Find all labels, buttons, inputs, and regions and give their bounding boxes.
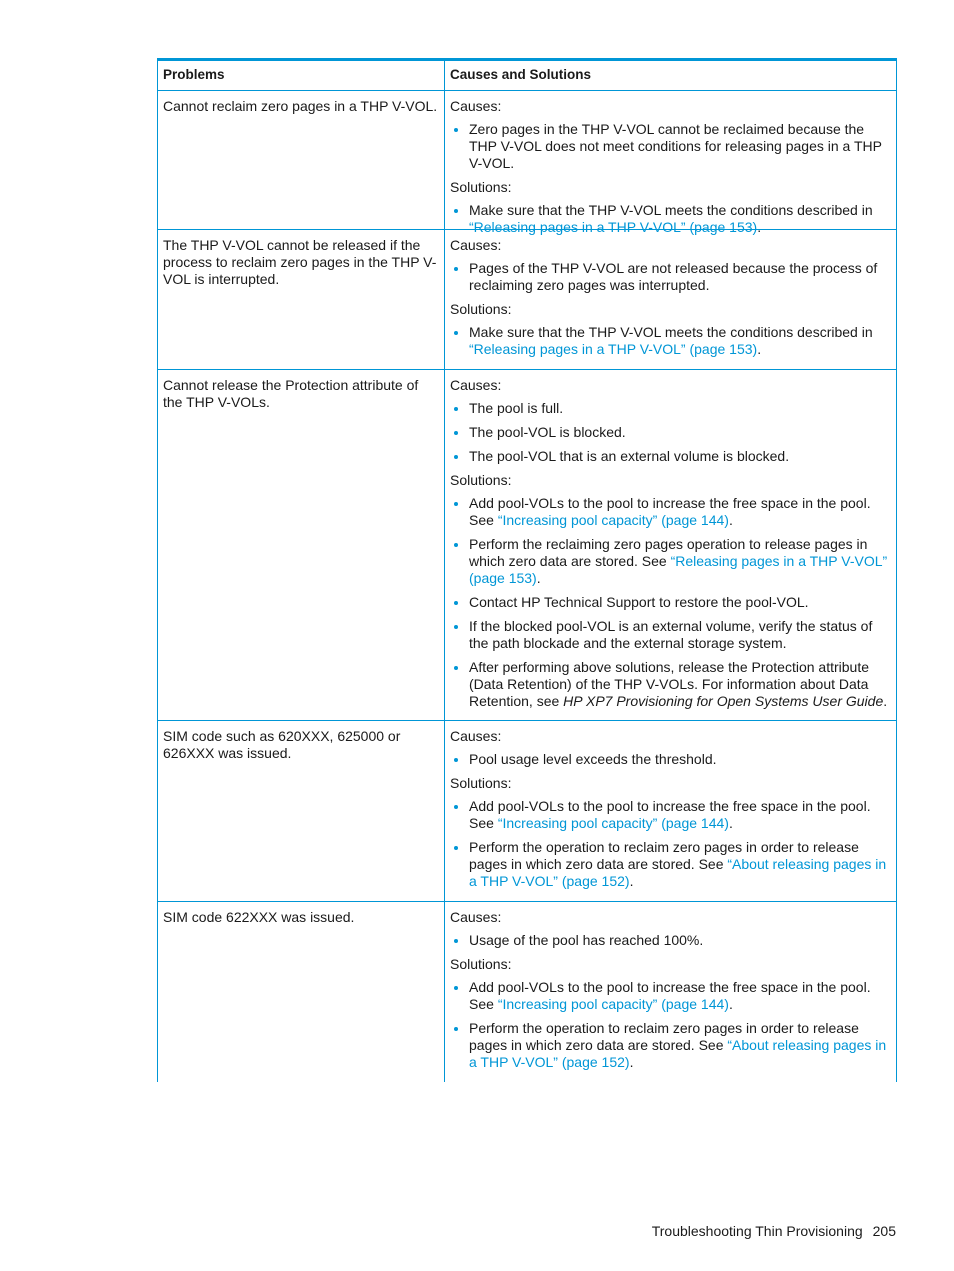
list-item	[450, 121, 892, 172]
list-item	[450, 400, 892, 417]
causes-label: Causes:	[450, 98, 502, 114]
table-row	[157, 91, 897, 235]
solutions-list	[450, 979, 892, 1071]
item-text: Perform the operation to reclaim zero pages in order to release pages in which zero data are stored. See	[469, 839, 859, 872]
causes-solutions-cell	[445, 230, 896, 369]
causes-solutions-cell	[445, 370, 896, 720]
item-text: If the blocked pool-VOL is an external volume, verify the status of the path blockade and the external storage system.	[469, 618, 873, 651]
list-item	[450, 659, 892, 710]
causes-list	[450, 400, 892, 465]
guide-title: HP XP7 Provisioning for Open Systems User Guide	[563, 693, 884, 709]
problem-cell: Cannot release the Protection attribute of the THP V-VOLs.	[158, 370, 445, 720]
item-punctuation: .	[728, 815, 733, 831]
item-text: Zero pages in the THP V-VOL cannot be reclaimed because the THP V-VOL does not meet conditions for releasing pages in a THP V-VOL.	[469, 121, 882, 171]
list-item	[450, 424, 892, 441]
item-text: The pool-VOL that is an external volume is blocked.	[469, 448, 790, 464]
causes-label: Causes:	[450, 237, 502, 253]
table-row	[157, 721, 897, 902]
item-text: Contact HP Technical Support to restore the pool-VOL.	[469, 594, 809, 610]
causes-label: Causes:	[450, 377, 502, 393]
problem-cell: SIM code 622XXX was issued.	[158, 902, 445, 1082]
item-text: Usage of the pool has reached 100%.	[469, 932, 704, 948]
table-row	[157, 902, 897, 1082]
list-item	[450, 536, 892, 587]
table-row	[157, 370, 897, 721]
list-item	[450, 618, 892, 652]
causes-list	[450, 121, 892, 172]
causes-solutions-cell	[445, 91, 896, 235]
item-text: Add pool-VOLs to the pool to increase the free space in the pool. See	[469, 979, 871, 1012]
list-item	[450, 448, 892, 465]
problem-cell: The THP V-VOL cannot be released if the process to reclaim zero pages in the THP V-VOL is interrupted.	[158, 230, 445, 369]
problem-cell: SIM code such as 620XXX, 625000 or 626XXX was issued.	[158, 721, 445, 901]
item-text: After performing above solutions, release the Protection attribute (Data Retention) of the THP V-VOLs. For information about Data Retention, see	[469, 659, 869, 709]
page-footer	[642, 1223, 896, 1239]
item-punctuation: .	[728, 512, 733, 528]
item-text: Add pool-VOLs to the pool to increase the free space in the pool. See	[469, 798, 871, 831]
causes-list	[450, 260, 892, 294]
cross-reference-link[interactable]: “Increasing pool capacity” (page 144)	[497, 815, 729, 831]
troubleshooting-table	[157, 58, 897, 1082]
item-punctuation: .	[629, 873, 634, 889]
list-item	[450, 495, 892, 529]
cross-reference-link[interactable]: “Increasing pool capacity” (page 144)	[497, 512, 729, 528]
item-text: Perform the operation to reclaim zero pages in order to release pages in which zero data are stored. See	[469, 1020, 859, 1053]
item-text: The pool-VOL is blocked.	[469, 424, 626, 440]
item-text: The pool is full.	[469, 400, 564, 416]
item-text: Pages of the THP V-VOL are not released because the process of reclaiming zero pages was interrupted.	[469, 260, 878, 293]
footer-section-title: Troubleshooting Thin Provisioning	[651, 1223, 863, 1239]
list-item	[450, 324, 892, 358]
header-problems: Problems	[158, 61, 445, 90]
causes-solutions-cell	[445, 721, 896, 901]
cross-reference-link[interactable]: “Releasing pages in a THP V-VOL” (page 153)	[469, 553, 888, 586]
problem-cell: Cannot reclaim zero pages in a THP V-VOL.	[158, 91, 445, 229]
list-item	[450, 594, 892, 611]
cross-reference-link[interactable]: “Releasing pages in a THP V-VOL” (page 153)	[469, 219, 758, 235]
item-text: Perform the reclaiming zero pages operation to release pages in which zero data are stored. See	[469, 536, 868, 569]
cross-reference-link[interactable]: “Increasing pool capacity” (page 144)	[497, 996, 729, 1012]
cross-reference-link[interactable]: “About releasing pages in a THP V-VOL” (page 152)	[469, 856, 887, 889]
list-item	[450, 751, 892, 768]
item-text: Make sure that the THP V-VOL meets the conditions described in	[469, 202, 873, 218]
table-header	[157, 61, 897, 91]
list-item	[450, 979, 892, 1013]
item-punctuation: .	[536, 570, 541, 586]
solutions-list	[450, 798, 892, 890]
item-punctuation: .	[757, 341, 762, 357]
solutions-label: Solutions:	[450, 956, 512, 972]
cross-reference-link[interactable]: “About releasing pages in a THP V-VOL” (page 152)	[469, 1037, 887, 1070]
list-item	[450, 1020, 892, 1071]
solutions-list	[450, 202, 892, 236]
solutions-label: Solutions:	[450, 179, 512, 195]
page-number: 205	[872, 1223, 896, 1239]
list-item	[450, 798, 892, 832]
item-text: Add pool-VOLs to the pool to increase the free space in the pool. See	[469, 495, 871, 528]
causes-label: Causes:	[450, 728, 502, 744]
causes-list	[450, 751, 892, 768]
item-punctuation: .	[883, 693, 888, 709]
list-item	[450, 932, 892, 949]
solutions-list	[450, 324, 892, 358]
causes-solutions-cell	[445, 902, 896, 1082]
list-item	[450, 839, 892, 890]
solutions-list	[450, 495, 892, 710]
table-row	[157, 230, 897, 370]
solutions-label: Solutions:	[450, 301, 512, 317]
causes-label: Causes:	[450, 909, 502, 925]
item-punctuation: .	[757, 219, 762, 235]
list-item	[450, 202, 892, 236]
item-text: Make sure that the THP V-VOL meets the conditions described in	[469, 324, 873, 340]
causes-list	[450, 932, 892, 949]
solutions-label: Solutions:	[450, 775, 512, 791]
item-punctuation: .	[728, 996, 733, 1012]
cross-reference-link[interactable]: “Releasing pages in a THP V-VOL” (page 153)	[469, 341, 758, 357]
solutions-label: Solutions:	[450, 472, 512, 488]
list-item	[450, 260, 892, 294]
item-punctuation: .	[629, 1054, 634, 1070]
item-text: Pool usage level exceeds the threshold.	[469, 751, 717, 767]
header-causes-solutions: Causes and Solutions	[450, 67, 592, 82]
